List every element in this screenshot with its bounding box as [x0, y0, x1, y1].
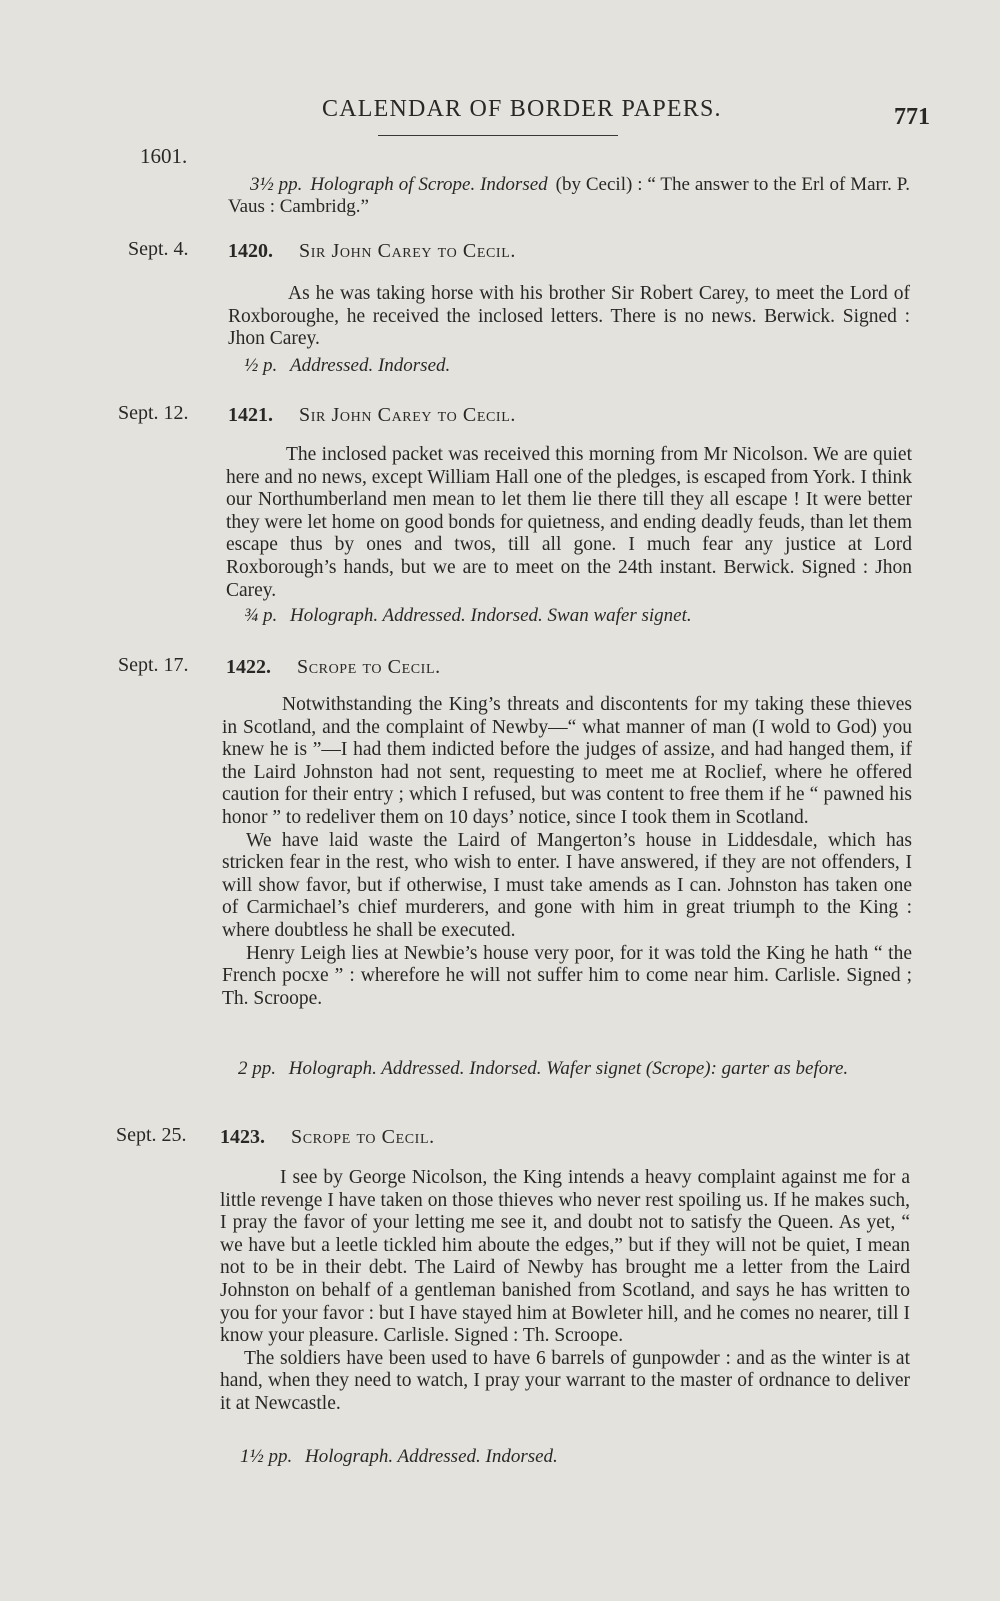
- entry-title: Sir John Carey to Cecil.: [299, 240, 516, 262]
- entry-title: Sir John Carey to Cecil.: [299, 404, 516, 426]
- entry-heading: [228, 404, 516, 427]
- entry-date: Sept. 4.: [128, 238, 189, 260]
- entry-paragraph: As he was taking horse with his brother Sir Robert Carey, to meet the Lord of Roxboroughe, he received the inclosed letters. There is no news. Berwick. Signed : Jhon Carey.: [228, 283, 910, 350]
- entry-paragraph: I see by George Nicolson, the King intends a heavy complaint against me for a little revenge I have taken on those thieves who never rest spoiling us. If he makes such, I pray the favor of your letting me see it, and doubt not to satisfy the Queen. As yet, “ we have but a leetle tickled him aboute the edges,” but if they will not be quiet, I mean not to be in their debt. The Laird of Newby has brought me a letter from the Laird Johnston on behalf of a gentleman banished from Scotland, and says he has written to you for your favor : but I have stayed him at Bowleter hill, and he comes no nearer, till I know your pleasure. Carlisle. Signed : Th. Scroope.: [220, 1167, 910, 1347]
- entry-note: [244, 355, 458, 377]
- entry-heading: [220, 1126, 435, 1149]
- entry-date: Sept. 17.: [118, 654, 189, 676]
- entry-paragraph: Henry Leigh lies at Newbie’s house very poor, for it was told the King he hath “ the French pocxe ” : wherefore he will not suffer him to come near him. Carlisle. Signed ; Th. Scroope.: [222, 942, 912, 1009]
- entry-paragraph: The soldiers have been used to have 6 barrels of gunpowder : and as the winter is at hand, when they need to watch, I pray your warrant to the master of ordnance to deliver it at Newcastle.: [220, 1347, 910, 1414]
- entry-number: 1420.: [228, 240, 273, 262]
- entry-body: [222, 694, 912, 1010]
- header-rule: [378, 135, 618, 136]
- entry-title: Scrope to Cecil.: [297, 656, 441, 678]
- entry-paragraph: Notwithstanding the King’s threats and discontents for my taking these thieves in Scotland, and the complaint of Newby—“ what manner of man (I wold to God) you knew he is ”—I had them indicted before the judges of assize, and had hanged them, if the Laird Johnston had not sent, requesting to meet me at Roclief, where he offered caution for their entry ; which I refused, but was content to free them if he “ pawned his honor ” to redeliver them on 10 days’ notice, since I took them in Scotland.: [222, 694, 912, 828]
- entry-note-text: Holograph. Addressed. Indorsed.: [305, 1446, 558, 1467]
- entry-paragraph: The inclosed packet was received this morning from Mr Nicolson. We are quiet here and no news, except William Hall one of the pledges, is escaped from York. I think our Northumberland men mean to let them lie there till they all escape ! It were better they were let home on good bonds for quietness, and ending deadly feuds, than let them escape thus by ones and twos, till all gone. I much fear any justice at Lord Roxborough’s hands, but we are to meet on the 24th instant. Berwick. Signed : Jhon Carey.: [226, 444, 912, 601]
- year-label: 1601.: [140, 144, 188, 168]
- running-header-title: CALENDAR OF BORDER PAPERS.: [322, 96, 722, 122]
- page-number: 771: [894, 104, 930, 130]
- preamble-note-main: Holograph of Scrope. Indorsed: [310, 174, 548, 195]
- entry-paragraph: We have laid waste the Laird of Mangerton’s house in Liddesdale, which has stricken fear in the rest, who wish to enter. I have answered, if they are not offenders, I will show favor, but if otherwise, I must take amends as I can. Johnston has taken one of Carmichael’s chief murderers, and gone with him in great triumph to the King : where doubtless he shall be executed.: [222, 829, 912, 941]
- preamble-note: [228, 174, 910, 218]
- preamble-note-rest: (by Cecil) : “ The answer to the Erl of Marr. P. Vaus : Cambridg.”: [228, 174, 910, 217]
- entry-date: Sept. 12.: [118, 402, 189, 424]
- entry-number: 1423.: [220, 1126, 265, 1148]
- entry-note-size: ½ p.: [244, 355, 278, 376]
- entry-number: 1421.: [228, 404, 273, 426]
- preamble-note-size: 3½ pp.: [250, 174, 303, 195]
- entry-date: Sept. 25.: [116, 1124, 187, 1146]
- entry-body: [226, 444, 912, 602]
- entry-note-size: ¾ p.: [244, 605, 278, 626]
- entry-body: [228, 283, 910, 351]
- entry-note-size: 2 pp.: [238, 1058, 276, 1079]
- entry-number: 1422.: [226, 656, 271, 678]
- entry-note: [244, 605, 700, 627]
- entry-heading: [226, 656, 441, 679]
- entry-note: [222, 1058, 912, 1080]
- entry-note-text: Holograph. Addressed. Indorsed. Swan wafer signet.: [290, 605, 692, 626]
- entry-title: Scrope to Cecil.: [291, 1126, 435, 1148]
- entry-body: [220, 1167, 910, 1416]
- entry-note-size: 1½ pp.: [240, 1446, 293, 1467]
- entry-heading: [228, 240, 516, 263]
- entry-note-text: Addressed. Indorsed.: [290, 355, 451, 376]
- entry-note-text: Holograph. Addressed. Indorsed. Wafer signet (Scrope): garter as before.: [288, 1058, 849, 1079]
- entry-note: [240, 1446, 566, 1468]
